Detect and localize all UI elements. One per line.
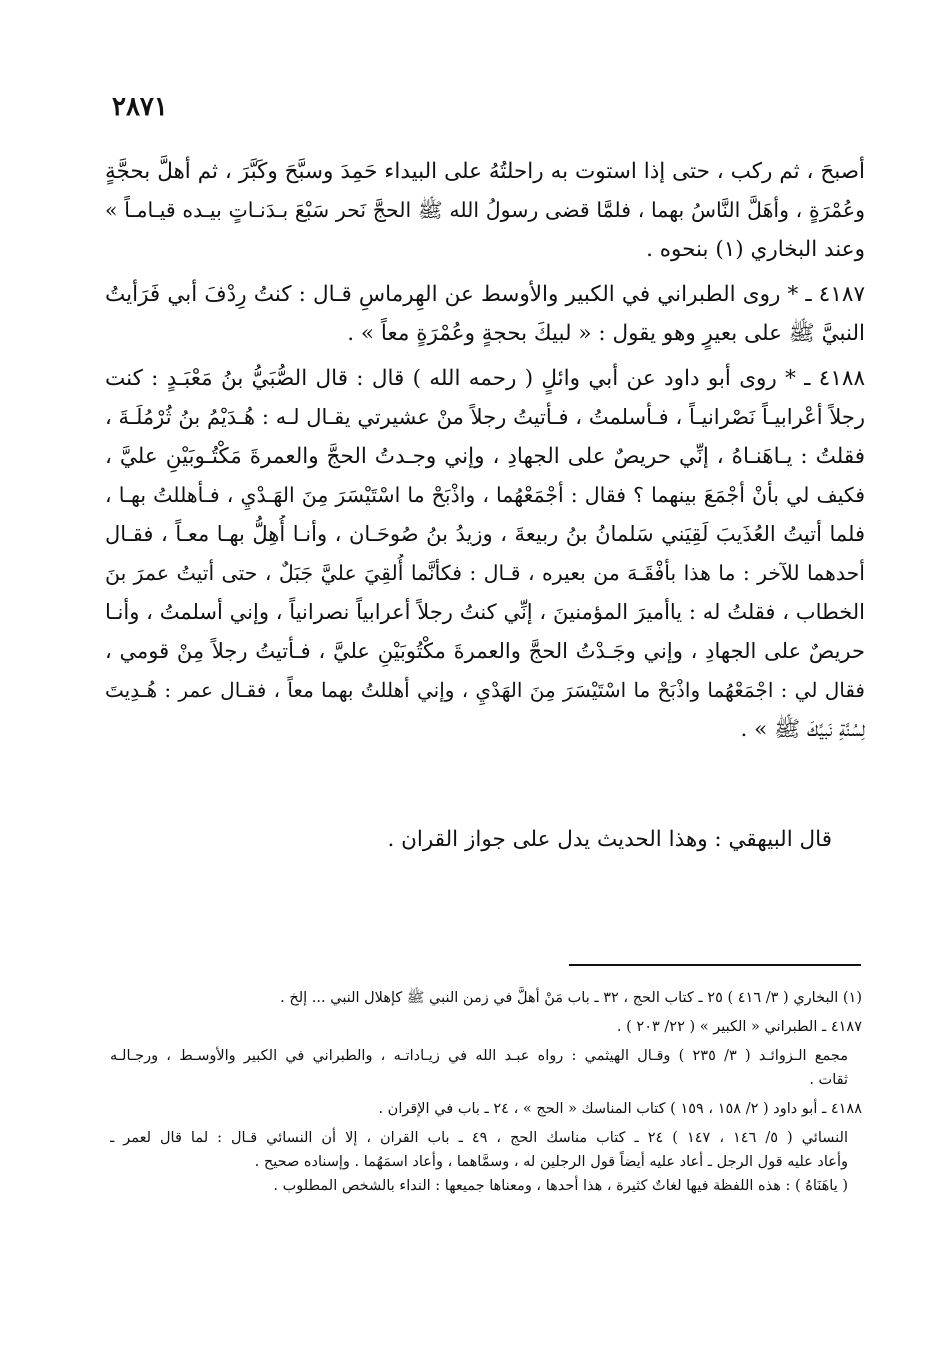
text-line: حريصٌ على الجهادِ ، وإني وجَـدْتُ الحجَّ والعمرةَ مكْتُوبَيْنِ عليَّ ، فـأتيتُ رجلاً مِنْ قومي ، [105, 639, 865, 663]
text-line: وعُمْرَةٍ ، وأهَلَّ النَّاسُ بهما ، فلمَّا قضى رسولُ الله ﷺ الحجَّ نَحر سَبْعَ بـدَنـاتٍ بيـده قيـامـاً » [105, 198, 865, 222]
text-line: الخطاب ، فقلتُ له : ياأميرَ المؤمنينَ ، إنِّي كنتُ رجلاً أعرابياً نصرانياً ، وإني أسلمتُ ، وأنـا [105, 600, 865, 624]
text-line: فكيف لي بأنْ أجْمَعَ بينهما ؟ فقال : أجْمَعْهُما ، واذْبَحْ ما اسْتَيْسَرَ مِنَ الهَـدْيِ ، فـأهللتُ بهـا ، [105, 483, 865, 507]
text-line: أصبحَ ، ثم ركب ، حتى إذا استوت به راحلتُهُ على البيداء حَمِدَ وسبَّحَ وكَبَّرَ ، ثم أهلَّ بحجَّةٍ [105, 159, 865, 184]
footnote-4187-line: مجمع الـزوائـد ( ٣/ ٢٣٥ ) وقـال الهيثمي : رواه عبـد الله في زيـاداتـه ، والطبراني في الكبير والأوسـط ، ورجـالـه [110, 1048, 848, 1064]
footnote-4188-heading: ٤١٨٨ ـ أبو داود ( ٢/ ١٥٨ ، ١٥٩ ) كتاب المناسك « الحج » ، ٢٤ ـ باب في الإقران . [378, 1101, 862, 1117]
text-line: أحدهما للآخر : ما هذا بأفْقَـهَ من بعيره ، قـال : فكأنَّما أُلقِيَ عليَّ جَبَلٌ ، حتى أتيتُ عمرَ بنَ [105, 561, 865, 585]
footnote-separator [569, 964, 861, 966]
footnote-4188-line: ( ياهَنَاهُ ) : هذه اللفظة فيها لغاتٌ كثيرة ، هذا أحدها ، ومعناها جميعها : النداء بالشخص المطلوب . [273, 1178, 848, 1194]
paragraph-hadith-4187 [105, 275, 865, 353]
main-text [105, 152, 865, 749]
text-line: فقال لي : اجْمَعْهُما واذْبَحْ ما اسْتَيْسَرَ مِنَ الهَدْيِ ، وإني أهللتُ بهما معاً ، فقـال عمر : هُـدِيتَ [105, 678, 865, 702]
footnote-4187-heading: ٤١٨٧ ـ الطبراني « الكبير » ( ٢٢/ ٢٠٣ ) . [616, 1019, 862, 1035]
footnote-4188-line: النسائي ( ٥/ ١٤٦ ، ١٤٧ ) ٢٤ ـ كتاب مناسك الحج ، ٤٩ ـ باب القران ، إلا أن النسائي قـال : لما قال لعمر ـ [110, 1130, 848, 1146]
footnotes [110, 986, 862, 1198]
footnote-1: (١) البخاري ( ٣/ ٤١٦ ) ٢٥ ـ كتاب الحج ، ٣٢ ـ باب مَنْ أهلَّ في زمن النبي ﷺ كإهلال النبي ... إلخ . [280, 990, 862, 1006]
page-number: ٢٨٧١ [112, 92, 168, 122]
text-line: النبيَّ ﷺ على بعيرٍ وهو يقول : « لبيكَ بحجةٍ وعُمْرَةٍ معاً » . [347, 321, 865, 346]
footnote-4188-line: وأعاد عليه قول الرجل ـ أعاد عليه أيضاً قول الرجلين له ، وسمَّاهما ، وأعاد اسمَهُما . وإسناده صحيح . [254, 1154, 848, 1170]
text-line: وعند البخاري (١) بنحوه . [646, 237, 865, 262]
text-line: ٤١٨٧ ـ * روى الطبراني في الكبير والأوسط عن الهِرماسِ قـال : كنتُ رِدْفَ أبي فَرَأيتُ [105, 282, 865, 307]
footnote-4187-line: ثقات . [809, 1072, 848, 1088]
text-line: ٤١٨٨ ـ * روى أبو داود عن أبي وائلٍ ( رحمه الله ) قال : قال الصُّبَيُّ بنُ مَعْبَـدٍ : كنت [105, 366, 865, 391]
text-line: رجلاً أعْرابيـاً نَصْرانيـاً ، فـأسلمتُ ، فـأتيتُ رجلاً منْ عشيرتي يقـال لـه : هُـدَيْمُ بنُ ثُرْمُلَـةَ ، [105, 405, 865, 429]
text-line: فلما أتيتُ العُذَيبَ لَقِيَني سَلمانُ بنُ ربيعةَ ، وزيدُ بنُ صُوحَـان ، وأنـا أُهِلُّ بهـا معـاً ، فقـال [105, 522, 865, 546]
paragraph-hadith-continuation [105, 152, 865, 269]
text-line: لِسُنَّةِ نَبيِّكَ ﷺ » . [740, 717, 865, 742]
paragraph-hadith-4188 [105, 359, 865, 749]
text-line: فقلتُ : يـاهَنـاهُ ، إنِّي حريصٌ على الجهادِ ، وإني وجـدتُ الحجَّ والعمرةَ مَكْتُـوبَيْنِ عليَّ ، [105, 444, 865, 469]
bayhaqi-conclusion: قال البيهقي : وهذا الحديث يدل على جواز القران . [387, 827, 832, 852]
